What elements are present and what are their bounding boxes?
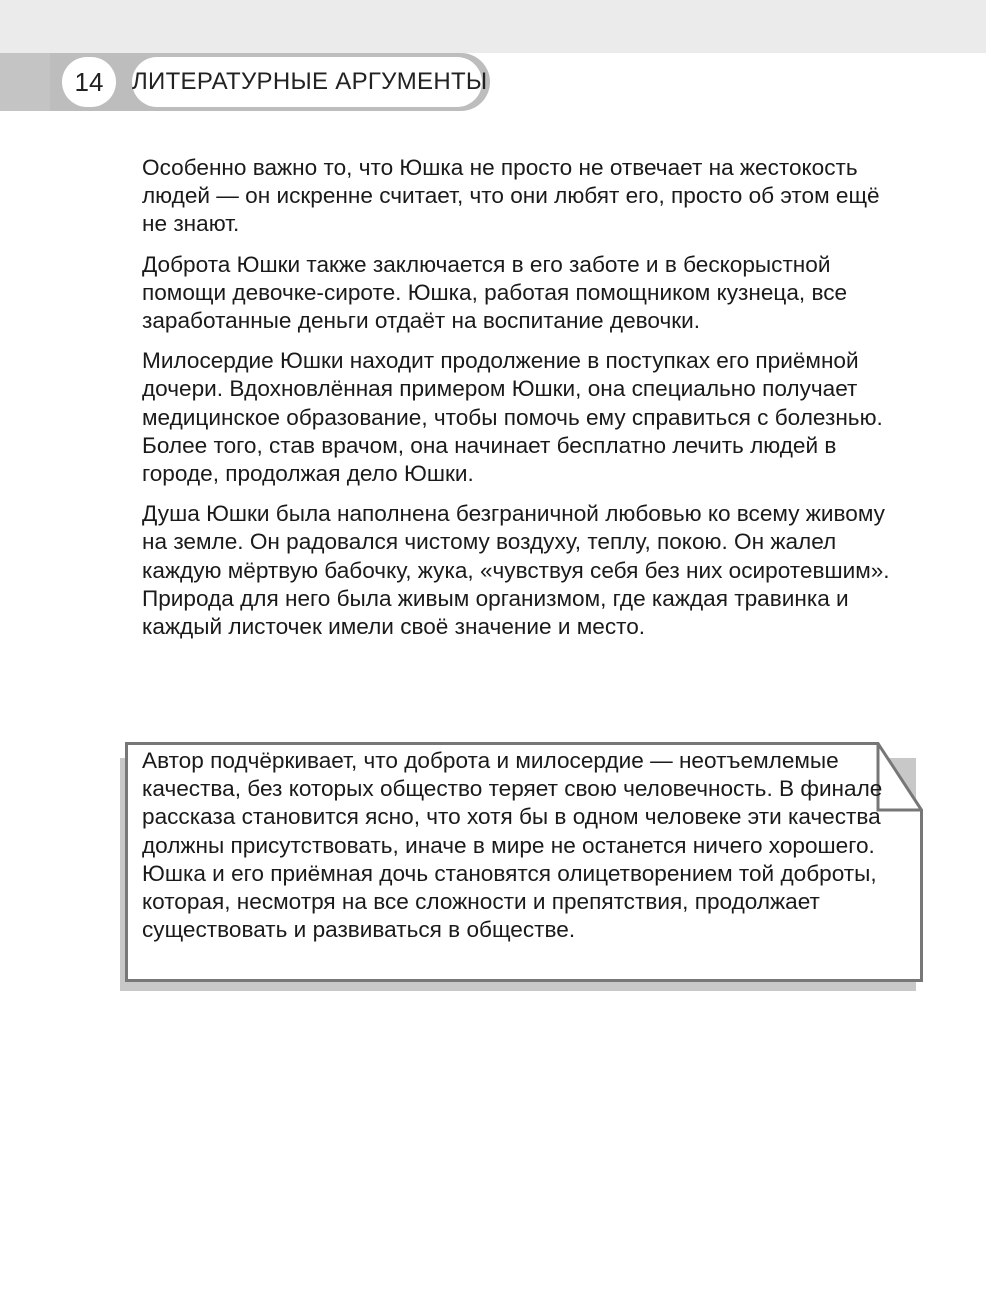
paragraph: Душа Юшки была наполнена безграничной любовью ко всему живому на земле. Он радовался чистому воздуху, теплу, покою. Он жалел каждую мёртвую бабочку, жука, «чувствуя себя без них осиротевшим». Природа для него была живым организмом, где каждая травинка и каждый листочек имели своё значение и место. bbox=[142, 501, 890, 640]
paragraph: Милосердие Юшки находит продолжение в поступках его приёмной дочери. Вдохновлённая примером Юшки, она специально получает медицинское образование, чтобы помочь ему справиться с болезнью. Более того, став врачом, она начинает бесплатно лечить людей в городе, продолжая дело Юшки. bbox=[142, 348, 883, 487]
page-number: 14 bbox=[62, 57, 116, 107]
note-text: Автор подчёркивает, что доброта и милосердие — неотъемлемые качества, без которых общество теряет свою человечность. В финале рассказа становится ясно, что хотя бы в одном человеке эти качества должны присутствовать, иначе в мире не останется ничего хорошего. Юшка и его приёмная дочь становятся олицетворением той доброты, которая, несмотря на все сложности и препятствия, продолжает существовать и развиваться в обществе. bbox=[142, 748, 883, 943]
paragraph: Особенно важно то, что Юшка не просто не отвечает на жестокость людей — он искренне считает, что они любят его, просто об этом ещё не знают. bbox=[142, 155, 880, 237]
paragraph: Доброта Юшки также заключается в его заботе и в бескорыстной помощи девочке-сироте. Юшка, работая помощником кузнеца, все заработанные деньги отдаёт на воспитание девочки. bbox=[142, 251, 848, 334]
main-text bbox=[142, 154, 902, 653]
header-band bbox=[0, 0, 986, 53]
running-title: ЛИТЕРАТУРНЫЕ АРГУМЕНТЫ bbox=[132, 57, 482, 107]
